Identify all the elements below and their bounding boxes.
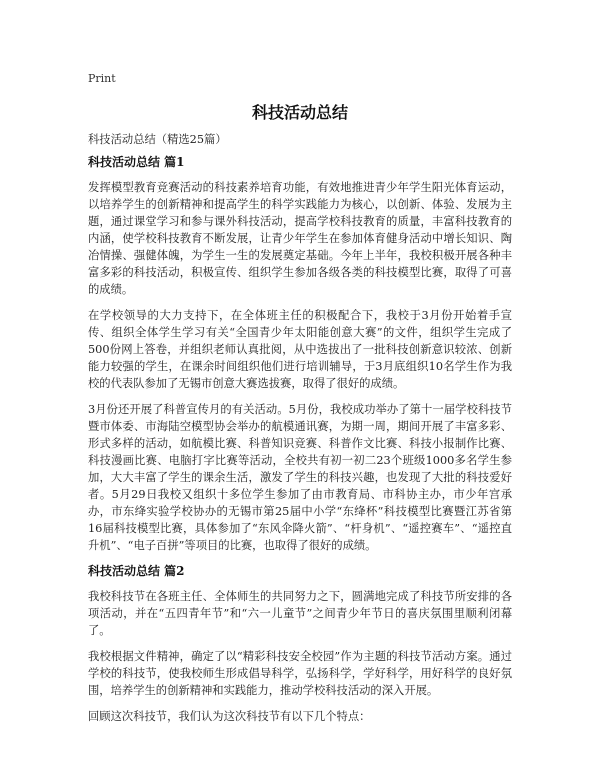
print-link[interactable]: Print	[88, 72, 116, 85]
section-1-paragraph-2: 在学校领导的大力支持下，在全体班主任的积极配合下，我校于3月份开始着手宣传、组织全体学生学习有关“全国青少年太阳能创意大赛”的文件，组织学生完成了500份网上答卷，并组织老师认真批阅，从中选拔出了一批科技创新意识较浓、创新能力较强的学生，在课余时间组织他们进行培训辅导，于3月底组织10名学生作为我校的代表队参加了无锡市创意大赛选拔赛，取得了很好的成绩。	[88, 309, 512, 390]
section-2-paragraph-3: 回顾这次科技节，我们认为这次科技节有以下几个特点：	[88, 710, 371, 723]
section-1-paragraph-1: 发挥模型教育竞赛活动的科技素养培育功能，有效地推进青少年学生阳光体育运动，以培养学生的创新精神和提高学生的科学实践能力为核心，以创新、体验、发展为主题，通过课堂学习和参与课外科技活动，提高学校科技教育的质量，丰富科技教育的内涵，使学校科技教育不断发展，让青少年学生在参加体育健身活动中增长知识、陶冶情操、强健体魄，为学生一生的发展奠定基础。今年上半年，我校积极开展各种丰富多彩的科技活动，积极宣传、组织学生参加各级各类的科技模型比赛，取得了可喜的成绩。	[88, 181, 512, 296]
section-1-heading: 科技活动总结 篇1	[88, 155, 185, 169]
section-2-paragraph-2: 我校根据文件精神，确定了以“精彩科技安全校园”作为主题的科技节活动方案。通过学校的科技节，使我校师生形成倡导科学，弘扬科学，学好科学，用好科学的良好氛围，培养学生的创新精神和实践能力，推动学校科技活动的深入开展。	[88, 650, 512, 697]
section-1-paragraph-3: 3月份还开展了科普宣传月的有关活动。5月份，我校成功举办了第十一届学校科技节暨市体委、市海陆空模型协会举办的航模通讯赛，为期一周，期间开展了丰富多彩、形式多样的活动，如航模比赛、科普知识竞赛、科普作文比赛、科技小报制作比赛、科技漫画比赛、电脑打字比赛等活动，全校共有初一初二23个班级1000多名学生参加，大大丰富了学生的课余生活，激发了学生的科技兴趣，也发现了大批的科技爱好者。5月29日我校又组织十多位学生参加了由市教育局、市科协主办，市少年宫承办，市东绛实验学校协办的无锡市第25届中小学“东绛杯”科技模型比赛暨江苏省第16届科技模型比赛，具体参加了“东风伞降火箭”、“杆身机”、“遥控赛车”、“遥控直升机”、“电子百拼”等项目的比赛，也取得了很好的成绩。	[88, 403, 512, 552]
document-body	[88, 131, 512, 734]
document-subtitle: 科技活动总结（精选25篇）	[88, 133, 227, 146]
section-2-paragraph-1: 我校科技节在各班主任、全体师生的共同努力之下，圆满地完成了科技节所安排的各项活动，并在“五四青年节”和“六一儿童节”之间青少年节日的喜庆氛围里顺利闭幕了。	[88, 590, 512, 637]
section-2-heading: 科技活动总结 篇2	[88, 564, 185, 578]
page-title: 科技活动总结	[251, 103, 348, 122]
